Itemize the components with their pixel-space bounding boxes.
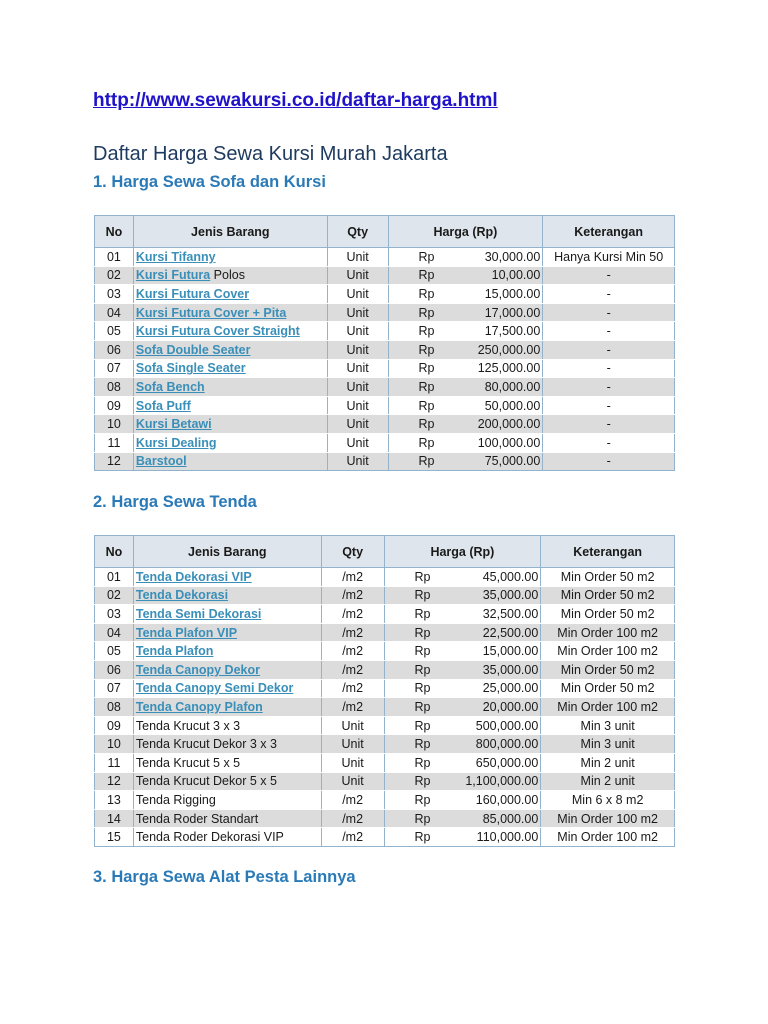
row-number: 06 bbox=[95, 340, 134, 359]
price-amount: 17,500.00 bbox=[484, 324, 541, 339]
currency-label: Rp bbox=[414, 699, 431, 714]
table-row bbox=[95, 266, 675, 285]
currency-label: Rp bbox=[418, 454, 435, 469]
row-number: 04 bbox=[95, 303, 134, 322]
currency-label: Rp bbox=[414, 625, 431, 640]
price-amount: 10,00.00 bbox=[491, 268, 541, 283]
price-amount: 110,000.00 bbox=[476, 830, 539, 845]
price-cell bbox=[384, 623, 541, 642]
row-number: 01 bbox=[95, 248, 134, 267]
qty-cell: Unit bbox=[327, 396, 388, 415]
row-number: 05 bbox=[95, 322, 134, 341]
currency-label: Rp bbox=[418, 361, 435, 376]
col-header-qty: Qty bbox=[327, 216, 388, 248]
keterangan-cell: - bbox=[543, 340, 675, 359]
price-amount: 30,000.00 bbox=[484, 249, 541, 264]
row-number: 03 bbox=[95, 605, 134, 624]
table-row bbox=[95, 359, 675, 378]
price-amount: 50,000.00 bbox=[484, 398, 541, 413]
item-name-cell bbox=[133, 679, 321, 698]
price-amount: 20,000.00 bbox=[482, 699, 539, 714]
item-name-link[interactable]: Tenda Canopy Semi Dekor bbox=[135, 681, 294, 696]
row-number: 13 bbox=[95, 791, 134, 810]
row-number: 11 bbox=[95, 433, 134, 452]
price-amount: 500,000.00 bbox=[475, 718, 539, 733]
currency-label: Rp bbox=[418, 417, 435, 432]
table-row bbox=[95, 248, 675, 267]
currency-label: Rp bbox=[414, 811, 431, 826]
currency-label: Rp bbox=[418, 342, 435, 357]
item-name-cell bbox=[133, 285, 327, 304]
keterangan-cell: Min 6 x 8 m2 bbox=[541, 791, 675, 810]
keterangan-cell: - bbox=[543, 359, 675, 378]
currency-label: Rp bbox=[418, 305, 435, 320]
currency-label: Rp bbox=[418, 398, 435, 413]
item-name-cell bbox=[133, 809, 321, 828]
item-name-cell bbox=[133, 396, 327, 415]
price-cell bbox=[384, 698, 541, 717]
qty-cell: Unit bbox=[327, 303, 388, 322]
price-cell bbox=[388, 378, 543, 397]
table-row bbox=[95, 716, 675, 735]
table-row bbox=[95, 660, 675, 679]
qty-cell: /m2 bbox=[321, 679, 384, 698]
item-name-cell bbox=[133, 248, 327, 267]
item-name-cell bbox=[133, 452, 327, 471]
row-number: 12 bbox=[95, 772, 134, 791]
item-name-link[interactable]: Tenda Plafon bbox=[135, 644, 214, 659]
row-number: 04 bbox=[95, 623, 134, 642]
qty-cell: /m2 bbox=[321, 809, 384, 828]
price-cell bbox=[388, 359, 543, 378]
section-heading-sofa-kursi: 1. Harga Sewa Sofa dan Kursi bbox=[93, 173, 326, 191]
currency-label: Rp bbox=[414, 569, 431, 584]
qty-cell: /m2 bbox=[321, 642, 384, 661]
currency-label: Rp bbox=[418, 249, 435, 264]
price-amount: 250,000.00 bbox=[477, 342, 541, 357]
keterangan-cell: Min 3 unit bbox=[541, 716, 675, 735]
keterangan-cell: Min 3 unit bbox=[541, 735, 675, 754]
keterangan-cell: Min Order 100 m2 bbox=[541, 809, 675, 828]
table-row bbox=[95, 433, 675, 452]
qty-cell: Unit bbox=[321, 735, 384, 754]
price-cell bbox=[384, 586, 541, 605]
qty-cell: Unit bbox=[327, 340, 388, 359]
table-row bbox=[95, 340, 675, 359]
price-amount: 15,000.00 bbox=[482, 644, 539, 659]
keterangan-cell: Min Order 50 m2 bbox=[541, 660, 675, 679]
row-number: 09 bbox=[95, 716, 134, 735]
price-amount: 17,000.00 bbox=[484, 305, 541, 320]
item-name-link[interactable]: Tenda Semi Dekorasi bbox=[135, 606, 262, 621]
col-header-jenis-barang: Jenis Barang bbox=[133, 536, 321, 568]
keterangan-cell: Min Order 50 m2 bbox=[541, 568, 675, 587]
table-row bbox=[95, 568, 675, 587]
item-name-cell bbox=[133, 605, 321, 624]
qty-cell: Unit bbox=[327, 433, 388, 452]
item-name-link[interactable]: Sofa Bench bbox=[135, 379, 205, 394]
currency-label: Rp bbox=[418, 268, 435, 283]
qty-cell: Unit bbox=[327, 415, 388, 434]
table-row bbox=[95, 828, 675, 847]
price-amount: 160,000.00 bbox=[475, 792, 539, 807]
price-cell bbox=[384, 660, 541, 679]
price-amount: 800,000.00 bbox=[475, 737, 539, 752]
item-name-cell bbox=[133, 828, 321, 847]
table-row bbox=[95, 642, 675, 661]
item-name-suffix: Polos bbox=[210, 268, 245, 283]
row-number: 12 bbox=[95, 452, 134, 471]
price-cell bbox=[384, 642, 541, 661]
item-name-cell bbox=[133, 586, 321, 605]
table-row bbox=[95, 623, 675, 642]
item-name-link[interactable]: Tenda Dekorasi VIP bbox=[135, 569, 252, 584]
item-name-link[interactable]: Kursi Futura Cover bbox=[135, 286, 250, 301]
price-cell bbox=[388, 452, 543, 471]
item-name: Tenda Krucut Dekor 5 x 5 bbox=[135, 774, 277, 789]
qty-cell: /m2 bbox=[321, 791, 384, 810]
price-amount: 125,000.00 bbox=[477, 361, 541, 376]
qty-cell: Unit bbox=[327, 322, 388, 341]
qty-cell: Unit bbox=[327, 266, 388, 285]
qty-cell: Unit bbox=[321, 753, 384, 772]
keterangan-cell: - bbox=[543, 266, 675, 285]
col-header-harga: Harga (Rp) bbox=[384, 536, 541, 568]
item-name-cell bbox=[133, 415, 327, 434]
table-row bbox=[95, 396, 675, 415]
price-cell bbox=[388, 340, 543, 359]
keterangan-cell: - bbox=[543, 433, 675, 452]
item-name: Tenda Roder Dekorasi VIP bbox=[135, 830, 284, 845]
price-cell bbox=[384, 791, 541, 810]
row-number: 10 bbox=[95, 415, 134, 434]
table-row bbox=[95, 586, 675, 605]
item-name-link[interactable]: Tenda Plafon VIP bbox=[135, 625, 238, 640]
currency-label: Rp bbox=[418, 324, 435, 339]
item-name-cell bbox=[133, 660, 321, 679]
keterangan-cell: - bbox=[543, 322, 675, 341]
item-name-cell bbox=[133, 716, 321, 735]
table-row bbox=[95, 679, 675, 698]
section-heading-alat-pesta: 3. Harga Sewa Alat Pesta Lainnya bbox=[93, 868, 356, 886]
price-amount: 650,000.00 bbox=[475, 755, 539, 770]
currency-label: Rp bbox=[414, 644, 431, 659]
price-cell bbox=[388, 433, 543, 452]
item-name-cell bbox=[133, 378, 327, 397]
item-name-link[interactable]: Tenda Canopy Dekor bbox=[135, 662, 260, 677]
row-number: 07 bbox=[95, 359, 134, 378]
row-number: 07 bbox=[95, 679, 134, 698]
price-cell bbox=[388, 266, 543, 285]
row-number: 08 bbox=[95, 698, 134, 717]
section-heading-tenda: 2. Harga Sewa Tenda bbox=[93, 493, 257, 511]
currency-label: Rp bbox=[414, 681, 431, 696]
item-name-cell bbox=[133, 266, 327, 285]
price-amount: 35,000.00 bbox=[482, 662, 539, 677]
price-amount: 85,000.00 bbox=[482, 811, 539, 826]
table-row bbox=[95, 809, 675, 828]
item-name-link[interactable]: Kursi Futura bbox=[135, 268, 211, 283]
item-name: Tenda Rigging bbox=[135, 792, 216, 807]
table-row bbox=[95, 378, 675, 397]
keterangan-cell: Min Order 50 m2 bbox=[541, 679, 675, 698]
item-name-cell bbox=[133, 753, 321, 772]
keterangan-cell: Min Order 50 m2 bbox=[541, 586, 675, 605]
keterangan-cell: Hanya Kursi Min 50 bbox=[543, 248, 675, 267]
price-cell bbox=[388, 248, 543, 267]
currency-label: Rp bbox=[414, 830, 431, 845]
col-header-harga: Harga (Rp) bbox=[388, 216, 543, 248]
item-name-cell bbox=[133, 791, 321, 810]
qty-cell: Unit bbox=[327, 452, 388, 471]
keterangan-cell: Min 2 unit bbox=[541, 753, 675, 772]
row-number: 14 bbox=[95, 809, 134, 828]
qty-cell: /m2 bbox=[321, 623, 384, 642]
price-table-sofa-kursi bbox=[94, 215, 675, 471]
keterangan-cell: - bbox=[543, 396, 675, 415]
keterangan-cell: Min Order 100 m2 bbox=[541, 623, 675, 642]
table-row bbox=[95, 452, 675, 471]
price-amount: 80,000.00 bbox=[484, 379, 541, 394]
qty-cell: /m2 bbox=[321, 568, 384, 587]
item-name-cell bbox=[133, 359, 327, 378]
table-row bbox=[95, 303, 675, 322]
qty-cell: Unit bbox=[327, 248, 388, 267]
col-header-no: No bbox=[95, 216, 134, 248]
item-name-cell bbox=[133, 772, 321, 791]
price-cell bbox=[384, 568, 541, 587]
keterangan-cell: Min Order 100 m2 bbox=[541, 698, 675, 717]
item-name-link[interactable]: Kursi Tifanny bbox=[135, 249, 216, 264]
price-amount: 45,000.00 bbox=[482, 569, 539, 584]
price-cell bbox=[388, 396, 543, 415]
col-header-keterangan: Keterangan bbox=[541, 536, 675, 568]
item-name: Tenda Roder Standart bbox=[135, 811, 259, 826]
item-name-link[interactable]: Kursi Futura Cover + Pita bbox=[135, 305, 287, 320]
price-cell bbox=[384, 679, 541, 698]
item-name-link[interactable]: Sofa Puff bbox=[135, 398, 191, 413]
col-header-keterangan: Keterangan bbox=[543, 216, 675, 248]
price-cell bbox=[388, 322, 543, 341]
item-name-cell bbox=[133, 568, 321, 587]
item-name-link[interactable]: Sofa Double Seater bbox=[135, 342, 251, 357]
table-row bbox=[95, 791, 675, 810]
keterangan-cell: Min Order 50 m2 bbox=[541, 605, 675, 624]
price-table-tenda bbox=[94, 535, 675, 847]
price-amount: 25,000.00 bbox=[482, 681, 539, 696]
currency-label: Rp bbox=[414, 588, 431, 603]
currency-label: Rp bbox=[418, 286, 435, 301]
keterangan-cell: - bbox=[543, 285, 675, 304]
price-cell bbox=[384, 772, 541, 791]
currency-label: Rp bbox=[418, 379, 435, 394]
price-amount: 200,000.00 bbox=[477, 417, 541, 432]
col-header-jenis-barang: Jenis Barang bbox=[133, 216, 327, 248]
price-amount: 1,100,000.00 bbox=[465, 774, 539, 789]
price-amount: 22,500.00 bbox=[482, 625, 539, 640]
item-name-link[interactable]: Kursi Dealing bbox=[135, 435, 217, 450]
item-name-cell bbox=[133, 322, 327, 341]
keterangan-cell: Min Order 100 m2 bbox=[541, 828, 675, 847]
source-url-link[interactable]: http://www.sewakursi.co.id/daftar-harga.html bbox=[93, 90, 498, 111]
table-row bbox=[95, 285, 675, 304]
currency-label: Rp bbox=[414, 792, 431, 807]
price-amount: 32,500.00 bbox=[482, 606, 539, 621]
item-name: Tenda Krucut 5 x 5 bbox=[135, 755, 241, 770]
price-amount: 100,000.00 bbox=[477, 435, 541, 450]
table-body bbox=[95, 248, 675, 471]
qty-cell: Unit bbox=[321, 772, 384, 791]
qty-cell: /m2 bbox=[321, 828, 384, 847]
qty-cell: /m2 bbox=[321, 586, 384, 605]
qty-cell: /m2 bbox=[321, 660, 384, 679]
price-cell bbox=[384, 828, 541, 847]
qty-cell: Unit bbox=[321, 716, 384, 735]
table-row bbox=[95, 772, 675, 791]
row-number: 06 bbox=[95, 660, 134, 679]
qty-cell: /m2 bbox=[321, 605, 384, 624]
price-amount: 35,000.00 bbox=[482, 588, 539, 603]
item-name-cell bbox=[133, 642, 321, 661]
row-number: 02 bbox=[95, 586, 134, 605]
row-number: 15 bbox=[95, 828, 134, 847]
item-name-cell bbox=[133, 340, 327, 359]
row-number: 10 bbox=[95, 735, 134, 754]
item-name-link[interactable]: Tenda Dekorasi bbox=[135, 588, 229, 603]
table-row bbox=[95, 698, 675, 717]
keterangan-cell: - bbox=[543, 378, 675, 397]
row-number: 09 bbox=[95, 396, 134, 415]
item-name-link[interactable]: Kursi Betawi bbox=[135, 417, 212, 432]
qty-cell: Unit bbox=[327, 378, 388, 397]
item-name-cell bbox=[133, 303, 327, 322]
price-cell bbox=[384, 809, 541, 828]
item-name-cell bbox=[133, 433, 327, 452]
price-cell bbox=[388, 285, 543, 304]
row-number: 02 bbox=[95, 266, 134, 285]
currency-label: Rp bbox=[414, 774, 431, 789]
price-amount: 15,000.00 bbox=[484, 286, 541, 301]
row-number: 03 bbox=[95, 285, 134, 304]
keterangan-cell: - bbox=[543, 415, 675, 434]
table-body bbox=[95, 568, 675, 847]
row-number: 11 bbox=[95, 753, 134, 772]
table-row bbox=[95, 415, 675, 434]
qty-cell: Unit bbox=[327, 359, 388, 378]
table-row bbox=[95, 605, 675, 624]
currency-label: Rp bbox=[414, 662, 431, 677]
price-cell bbox=[384, 605, 541, 624]
price-amount: 75,000.00 bbox=[484, 454, 541, 469]
keterangan-cell: Min Order 100 m2 bbox=[541, 642, 675, 661]
price-cell bbox=[388, 415, 543, 434]
table-row bbox=[95, 322, 675, 341]
table-row bbox=[95, 735, 675, 754]
col-header-qty: Qty bbox=[321, 536, 384, 568]
item-name-link[interactable]: Kursi Futura Cover Straight bbox=[135, 324, 300, 339]
item-name-link[interactable]: Sofa Single Seater bbox=[135, 361, 246, 376]
row-number: 05 bbox=[95, 642, 134, 661]
currency-label: Rp bbox=[414, 606, 431, 621]
currency-label: Rp bbox=[414, 718, 431, 733]
row-number: 08 bbox=[95, 378, 134, 397]
item-name-cell bbox=[133, 623, 321, 642]
price-cell bbox=[384, 753, 541, 772]
qty-cell: /m2 bbox=[321, 698, 384, 717]
currency-label: Rp bbox=[418, 435, 435, 450]
currency-label: Rp bbox=[414, 737, 431, 752]
item-name-link[interactable]: Tenda Canopy Plafon bbox=[135, 699, 263, 714]
item-name: Tenda Krucut Dekor 3 x 3 bbox=[135, 737, 277, 752]
item-name: Tenda Krucut 3 x 3 bbox=[135, 718, 241, 733]
row-number: 01 bbox=[95, 568, 134, 587]
item-name-link[interactable]: Barstool bbox=[135, 454, 187, 469]
page-title: Daftar Harga Sewa Kursi Murah Jakarta bbox=[93, 143, 448, 165]
currency-label: Rp bbox=[414, 755, 431, 770]
price-cell bbox=[384, 735, 541, 754]
keterangan-cell: Min 2 unit bbox=[541, 772, 675, 791]
item-name-cell bbox=[133, 698, 321, 717]
qty-cell: Unit bbox=[327, 285, 388, 304]
col-header-no: No bbox=[95, 536, 134, 568]
price-cell bbox=[388, 303, 543, 322]
keterangan-cell: - bbox=[543, 303, 675, 322]
price-cell bbox=[384, 716, 541, 735]
keterangan-cell: - bbox=[543, 452, 675, 471]
item-name-cell bbox=[133, 735, 321, 754]
table-row bbox=[95, 753, 675, 772]
